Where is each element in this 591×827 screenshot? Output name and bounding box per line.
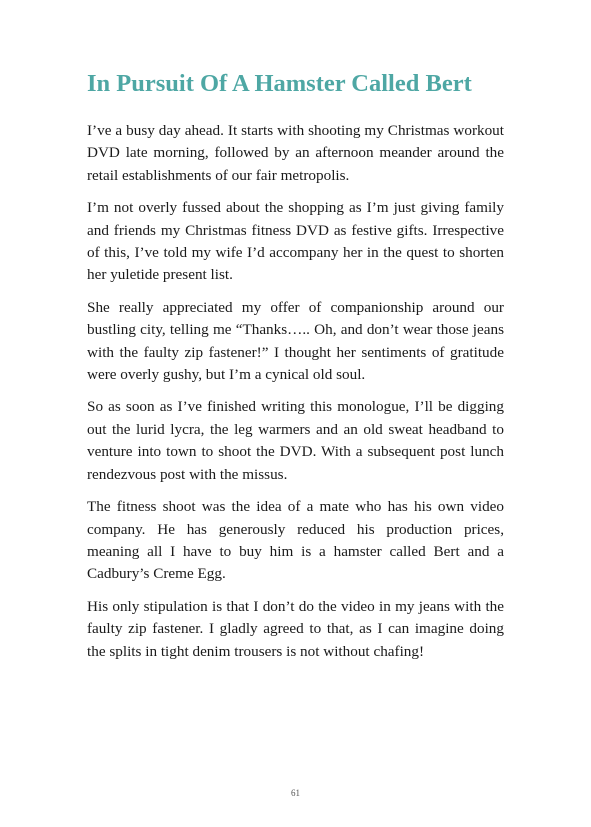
paragraph-2: I’m not overly fussed about the shopping as I’m just giving family and friends my Christmas fitness DVD as festive gifts. Irrespective of this, I’ve told my wife I’d accompany her in the quest to shorten her yuletide present list. xyxy=(87,199,504,284)
body-text xyxy=(87,120,504,673)
paragraph-5: The fitness shoot was the idea of a mate who has his own video company. He has generously reduced his production prices, meaning all I have to buy him is a hamster called Bert and a Cadbury’s Creme Egg. xyxy=(87,498,504,583)
paragraph-4: So as soon as I’ve finished writing this monologue, I’ll be digging out the lurid lycra, the leg warmers and an old sweat headband to venture into town to shoot the DVD. With a subsequent post lunch rendezvous post with the missus. xyxy=(87,398,504,483)
paragraph-1: I’ve a busy day ahead. It starts with shooting my Christmas workout DVD late morning, followed by an afternoon meander around the retail establishments of our fair metropolis. xyxy=(87,122,504,184)
paragraph-6: His only stipulation is that I don’t do the video in my jeans with the faulty zip fastener. I gladly agreed to that, as I can imagine doing the splits in tight denim trousers is not without chafing! xyxy=(87,597,504,660)
page-title: In Pursuit Of A Hamster Called Bert xyxy=(87,70,472,97)
paragraph-3: She really appreciated my offer of companionship around our bustling city, telling me “Thanks….. Oh, and don’t wear those jeans with the faulty zip fastener!” I thought her sentiments of gratitude were overly gushy, but I’m a cynical old soul. xyxy=(87,298,504,384)
page-number: 61 xyxy=(291,788,300,798)
